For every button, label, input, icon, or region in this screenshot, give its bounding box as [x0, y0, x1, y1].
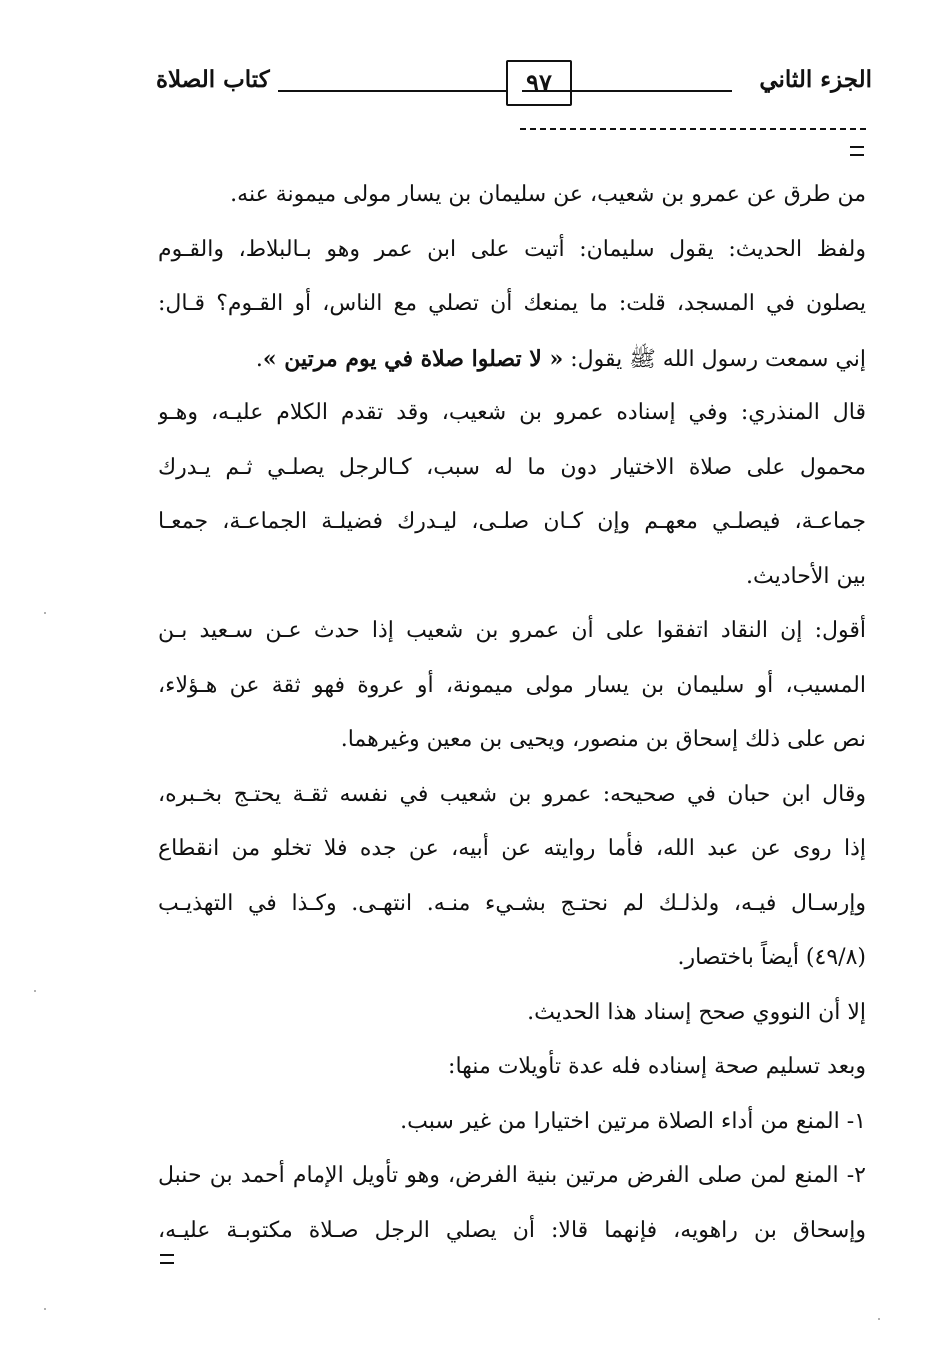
- scan-speck: [878, 1318, 880, 1320]
- text-line: أقول: إن النقاد اتفقوا على أن عمرو بن شعيب إذا حدث عـن سـعيد بـن: [158, 618, 866, 643]
- volume-title: الجزء الثاني: [759, 66, 872, 93]
- text-line: (٤٩/٨) أيضاً باختصار.: [677, 945, 866, 970]
- numbered-item: ٢- المنع لمن صلى الفرض مرتين بنية الفرض، وهو تأويل الإمام أحمد بن حنبل: [158, 1163, 866, 1188]
- book-title: كتاب الصلاة: [156, 66, 270, 93]
- text-line: إلا أن النووي صحح إسناد هذا الحديث.: [527, 999, 866, 1025]
- page-number: ٩٧: [506, 60, 572, 106]
- hadith-intro: إني سمعت رسول الله ﷺ يقول:: [563, 346, 866, 372]
- text-line: جماعـة، فيصلـي معهـم وإن كـان صلـى، ليـدرك فضيلـة الجماعـة، جمعـا: [158, 509, 866, 534]
- page-body-text: [158, 168, 866, 1258]
- text-line: يصلون في المسجد، قلت: ما يمنعك أن تصلي مع الناس، أو القـوم؟ قـال:: [158, 291, 866, 316]
- numbered-item: ١- المنع من أداء الصلاة مرتين اختيارا من غير سبب.: [400, 1108, 866, 1134]
- text-line: بين الأحاديث.: [746, 563, 866, 589]
- hadith-quote: « لا تصلوا صلاة في يوم مرتين »: [262, 345, 564, 372]
- header-rule-left: [278, 90, 508, 92]
- text-line: وقال ابن حبان في صحيحه: عمرو بن شعيب في نفسه ثقـة يحتـج بخـبره،: [158, 781, 866, 807]
- scan-speck: [44, 612, 46, 614]
- text-line: وإرسـال فيـه، ولذلـك لم نحتـج بشـيء منـه. انتهـى. وكـذا في التهذيـب: [158, 890, 866, 916]
- scan-speck: [34, 990, 36, 992]
- continuation-mark-top: [850, 146, 864, 156]
- footnote-dashed-rule: [520, 128, 866, 130]
- text-line: إذا روى عن عبد الله، فأما روايته عن أبيه، عن جده فلا تخلو من انقطاع: [158, 836, 866, 861]
- text-line: ولفظ الحديث: يقول سليمان: أتيت على ابن عمر وهو بـالبلاط، والقـوم: [158, 236, 866, 262]
- continuation-mark-bottom: [160, 1254, 174, 1264]
- text-line: وبعد تسليم صحة إسناده فله عدة تأويلات منها:: [448, 1054, 866, 1079]
- text-line: قال المنذري: وفي إسناده عمرو بن شعيب، وقد تقدم الكلام عليـه، وهـو: [158, 400, 866, 425]
- text-line: [158, 332, 866, 387]
- text-line: المسيب، أو سليمان بن يسار مولى ميمونة، أو عروة فهو ثقة عن هـؤلاء،: [158, 672, 866, 698]
- hadith-tail: .: [255, 346, 263, 372]
- text-line: وإسحاق بن راهويه، فإنهما قالا: أن يصلي الرجل صـلاة مكتوبـة عليـه،: [158, 1217, 866, 1243]
- scan-speck: [44, 1308, 46, 1310]
- text-line: من طرق عن عمرو بن شعيب، عن سليمان بن يسار مولى ميمونة عنه.: [230, 182, 866, 207]
- text-line: نص على ذلك إسحاق بن منصور، ويحيى بن معين وغيرهما.: [340, 727, 866, 752]
- running-header: [150, 52, 872, 112]
- text-line: محمول على صلاة الاختيار دون ما له سبب، كـالرجل يصلـي ثـم يـدرك: [158, 454, 866, 480]
